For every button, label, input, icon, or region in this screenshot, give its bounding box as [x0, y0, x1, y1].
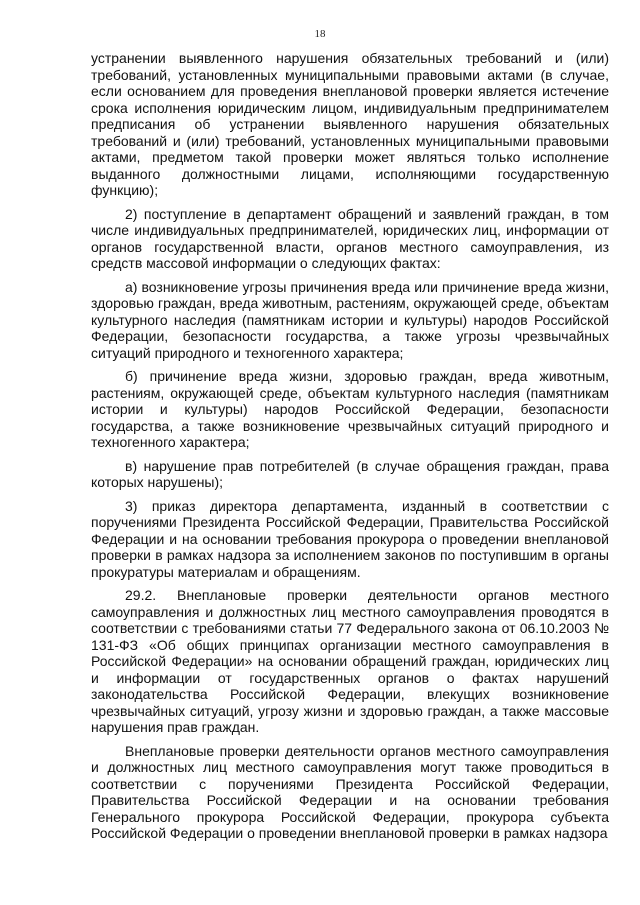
page-number: 18	[314, 28, 326, 40]
paragraph-unscheduled-inspections: Внеплановые проверки деятельности органов местного самоуправления и должностных лиц местного самоуправления могут также проводиться в соответствии с поручениями Президента Российской Федерации, Правительства Российской Федерации и на основании требования Генерального прокурора Российской Федерации, прокурора субъекта Российской Федерации о проведении внеплановой проверки в рамках надзора	[91, 742, 609, 841]
paragraph-section-29-2: 29.2. Внеплановые проверки деятельности органов местного самоуправления и должностных лиц местного самоуправления проводятся в соответствии с требованиями статьи 77 Федерального закона от 06.10.2003 № 131-ФЗ «Об общих принципах организации местного самоуправления в Российской Федерации» на основании обращений граждан, юридических лиц и информации от государственных органов о фактах нарушений законодательства Российской Федерации, влекущих возникновение чрезвычайных ситуаций, угрозу жизни и здоровью граждан, а также массовые нарушения прав граждан.	[91, 587, 609, 735]
paragraph-item-3: 3) приказ директора департамента, изданный в соответствии с поручениями Президента Российской Федерации, Правительства Российской Федерации и на основании требования прокурора о проведении внеплановой проверки в рамках надзора за исполнением законов по поступившим в органы прокуратуры материалам и обращениям.	[91, 497, 609, 580]
paragraph-continuation: устранении выявленного нарушения обязательных требований и (или) требований, установленных муниципальными правовыми актами (в случае, если основанием для проведения внеплановой проверки является истечение срока исполнения юридическим лицом, индивидуальным предпринимателем предписания об устранении выявленного нарушения обязательных требований и (или) требований, установленных муниципальными правовыми актами, предметом такой проверки может являться только исполнение выданного должностными лицами, исполняющими государственную функцию);	[91, 50, 609, 198]
paragraph-subitem-v: в) нарушение прав потребителей (в случае обращения граждан, права которых нарушены);	[91, 457, 609, 490]
document-body	[91, 50, 609, 849]
paragraph-item-2: 2) поступление в департамент обращений и заявлений граждан, в том числе индивидуальных предпринимателей, юридических лиц, информации от органов государственной власти, органов местного самоуправления, из средств массовой информации о следующих фактах:	[91, 205, 609, 271]
paragraph-subitem-a: а) возникновение угрозы причинения вреда или причинение вреда жизни, здоровью граждан, вреда животным, растениям, окружающей среде, объектам культурного наследия (памятникам истории и культуры) народов Российской Федерации, безопасности государства, а также угрозы чрезвычайных ситуаций природного и техногенного характера;	[91, 278, 609, 361]
paragraph-subitem-b: б) причинение вреда жизни, здоровью граждан, вреда животным, растениям, окружающей среде, объектам культурного наследия (памятникам истории и культуры) народов Российской Федерации, безопасности государства, а также возникновение чрезвычайных ситуаций природного и техногенного характера;	[91, 368, 609, 450]
